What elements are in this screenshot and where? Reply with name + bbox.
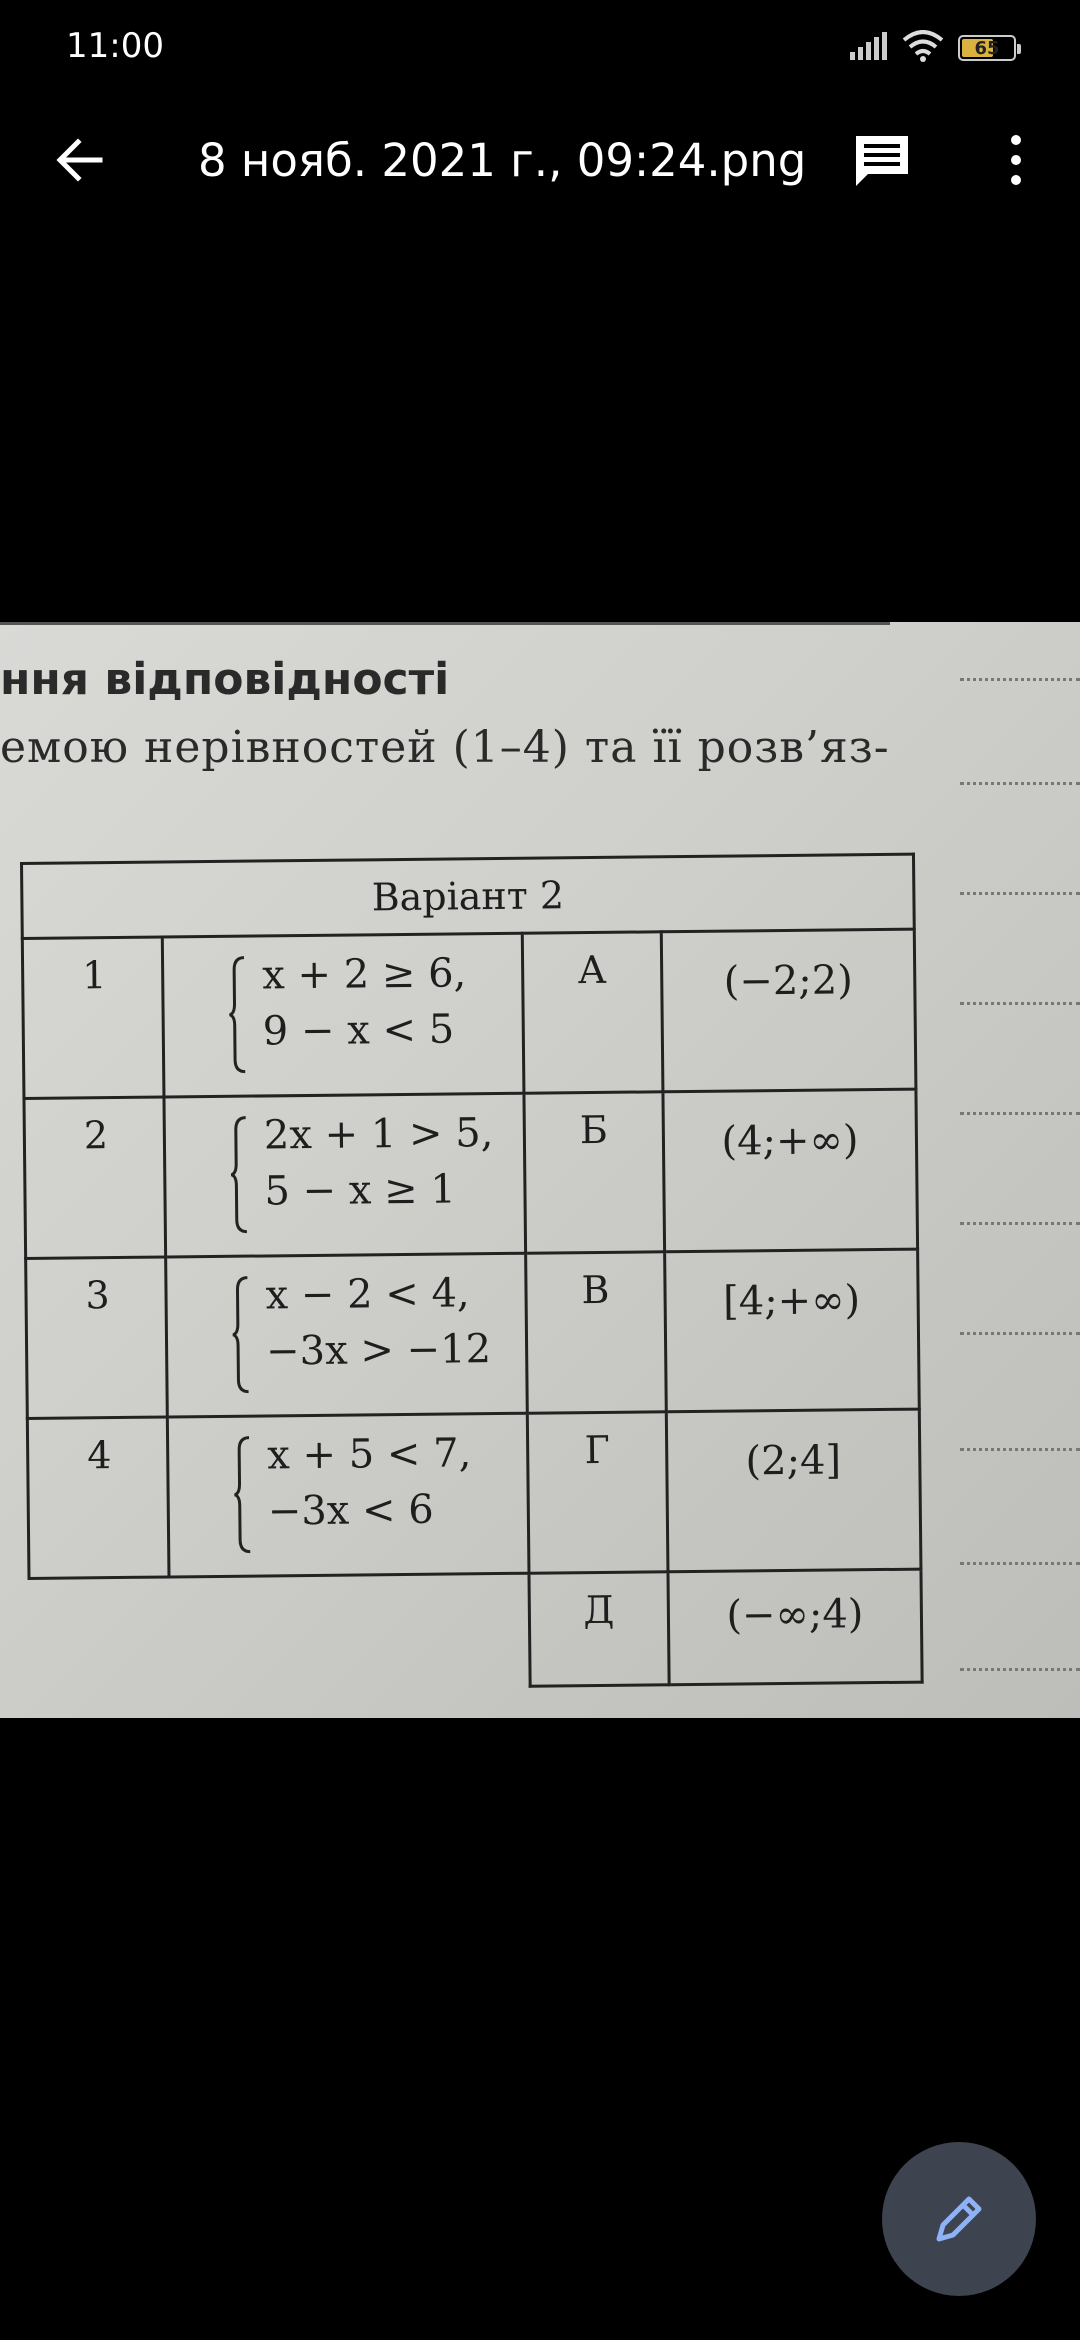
dotted-line [960,892,1080,895]
more-vert-icon [1006,134,1026,186]
arrow-left-icon [54,134,106,186]
edit-button[interactable] [882,2142,1036,2296]
row-number: 3 [26,1257,168,1418]
inequality-system [166,1253,528,1417]
back-button[interactable] [44,124,116,196]
row-number: 4 [27,1417,169,1578]
answer-interval: (2;4] [666,1409,921,1572]
answer-letter: В [526,1252,667,1413]
inequality-system [162,933,524,1097]
dotted-line [960,1448,1080,1451]
inequality-line: −3x > −12 [265,1326,492,1375]
table-row [29,1569,922,1691]
matching-table [20,853,924,1693]
photo-viewer-image[interactable] [0,622,1080,1718]
row-number: 1 [22,937,164,1098]
app-bar [0,110,1080,210]
signal-icon [848,32,888,64]
answer-interval: (4;+∞) [663,1089,918,1252]
dotted-line [960,1112,1080,1115]
file-title: 8 нояб. 2021 г., 09:24.png [198,134,807,187]
comment-button[interactable] [846,124,918,196]
variant-header: Варіант 2 [22,854,915,938]
battery-tip [1017,44,1021,54]
inequality-system [167,1413,529,1577]
status-time: 11:00 [66,26,164,66]
empty-cell [29,1577,170,1691]
answer-letter: Д [529,1572,669,1686]
table-row [24,1089,918,1258]
more-options-button[interactable] [980,124,1052,196]
dotted-line [960,1332,1080,1335]
inequality-system [164,1093,526,1257]
answer-letter: А [522,932,663,1093]
row-number: 2 [24,1097,166,1258]
inequality-line: 5 − x ≥ 1 [264,1166,457,1215]
table-row [27,1409,921,1578]
dotted-line [960,678,1080,681]
table-row [22,929,916,1098]
answer-interval: (−2;2) [661,929,916,1092]
dotted-line [960,1222,1080,1225]
curly-brace-icon [230,1116,249,1234]
inequality-line: 2x + 1 > 5, [263,1110,494,1159]
curly-brace-icon [233,1436,252,1554]
status-bar [0,0,1080,100]
exercise-heading: ння відповідності [0,654,450,705]
inequality-line: −3x < 6 [267,1486,434,1535]
dotted-line [960,782,1080,785]
answer-letter: Г [527,1412,668,1573]
inequality-line: x + 2 ≥ 6, [261,950,467,999]
comment-icon [852,130,912,190]
dotted-line [960,1002,1080,1005]
page-rule [0,622,890,625]
table-row [26,1249,920,1418]
dotted-line [960,1562,1080,1565]
empty-cell [169,1573,530,1690]
dotted-line [960,1668,1080,1671]
curly-brace-icon [228,956,247,1074]
curly-brace-icon [231,1276,250,1394]
inequality-line: x − 2 < 4, [265,1270,470,1319]
inequality-line: x + 5 < 7, [266,1430,472,1479]
answer-letter: Б [524,1092,665,1253]
status-icons [848,30,1016,66]
answer-interval: (−∞;4) [668,1569,922,1685]
exercise-instruction: емою нерівностей (1–4) та її розв’яз- [0,722,890,773]
battery-indicator [958,35,1016,61]
wifi-icon [902,30,944,66]
battery-level-text: 65 [974,37,1000,59]
pencil-icon [929,2189,989,2249]
inequality-line: 9 − x < 5 [262,1006,455,1055]
answer-interval: [4;+∞) [665,1249,920,1412]
